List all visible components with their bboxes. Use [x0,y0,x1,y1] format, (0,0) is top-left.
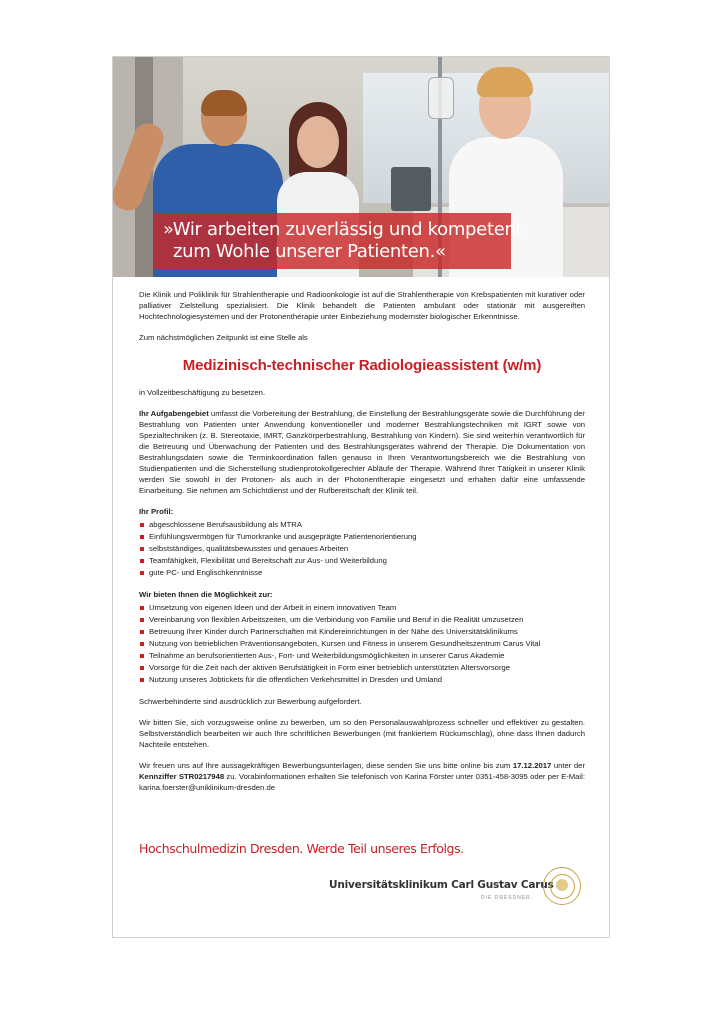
list-item: Teamfähigkeit, Flexibilität und Bereitschaft zur Aus- und Weiterbildung [139,555,585,567]
hero-quote-banner [153,213,523,269]
list-item: gute PC- und Englischkenntnisse [139,567,585,579]
slogan: Hochschulmedizin Dresden. Werde Teil unseres Erfolgs. [139,841,464,856]
list-item: abgeschlossene Berufsausbildung als MTRA [139,519,585,531]
banner-line-1: »Wir arbeiten zuverlässig und kompetent [163,219,523,240]
closing-part-1: Wir freuen uns auf Ihre aussagekräftigen Bewerbungsunterlagen, diese senden Sie uns bitte online bis zum [139,761,513,770]
list-item: Nutzung unseres Jobtickets für die öffentlichen Verkehrsmittel in Dresden und Umland [139,674,585,686]
disability-note: Schwerbehinderte sind ausdrücklich zur Bewerbung aufgefordert. [139,697,362,706]
list-item: Nutzung von betrieblichen Präventionsangeboten, Kursen und Fitness in unserem Gesundheitszentrum Carus Vital [139,638,585,650]
reference-number: Kennziffer STR0217948 [139,772,225,781]
profile-list [139,519,585,579]
job-title: Medizinisch-technischer Radiologieassistent (w/m) [182,357,542,374]
closing-paragraph [139,760,585,793]
list-item: Vorsorge für die Zeit nach der aktiven Berufstätigkeit in Form einer betrieblich unterstützten Altersvorsorge [139,662,585,674]
job-ad-sheet [112,56,610,938]
list-item: Einfühlungsvermögen für Tumorkranke und ausgeprägte Patientenorientierung [139,531,585,543]
tasks-text: umfasst die Vorbereitung der Bestrahlung, die Einstellung der Bestrahlungsgeräte sowie die Durchführung der Bestrahlung von Patienten unter Anwendung konventioneller und moderner Bestrahlungstechniken mit IGRT sowie von Spezialtechniken (z. B. Stereotaxie, IMRT, Ganzkörperbestrahlung, Bestrahlung von Kindern). Sie sind weiterhin verantwortlich für die Betreuung und Überwachung der Patienten und des Bestrahlungsgerätes während der Therapie. Die Dokumentation von Bestrahlungsdaten sowie die Terminkoordination fallen genauso in Ihren Verantwortungsbereich wie die Bestrahlung von Studienpatienten und die Sicherstellung studienprotokollgerechter Abläufe der Therapie. Während Ihrer Tätigkeit in unserer Klinik werden Sie sowohl in der Protonen- als auch in der Photonentherapie eingesetzt und erhalten dafür eine umfassende Einarbeitung. Sie nehmen am Schichtdienst und der Rufbereitschaft der Klinik teil. [139,409,585,495]
list-item: Umsetzung von eigenen Ideen und der Arbeit in einem innovativen Team [139,602,585,614]
profile-title: Ihr Profil: [139,507,174,516]
closing-part-3: zu. Vorabinformationen erhalten Sie telefonisch von Karina Förster unter 0351-458-3095 oder per E-Mail: karina.foerster@uniklinikum-dresden.de [139,772,585,792]
brand-tagline: DIE DRESDNER. [481,895,534,901]
tasks-paragraph [139,408,585,496]
lead-text: Zum nächstmöglichen Zeitpunkt ist eine Stelle als [139,333,308,342]
tasks-label: Ihr Aufgabengebiet [139,409,209,418]
closing-part-2: unter der [551,761,586,770]
banner-line-2: zum Wohle unserer Patienten.« [173,241,446,262]
deadline-date: 17.12.2017 [512,761,552,770]
university-seal-icon [543,867,581,905]
hero-photo [113,57,609,277]
list-item: Betreuung Ihrer Kinder durch Partnerschaften mit Kindereinrichtungen in der Nähe des Universitätsklinikums [139,626,585,638]
list-item: Teilnahme an berufsorientierten Aus-, Fort- und Weiterbildungsmöglichkeiten in unserer Carus Akademie [139,650,585,662]
ad-content [139,289,585,803]
employment-text: in Vollzeitbeschäftigung zu besetzen. [139,388,266,397]
apply-online-paragraph: Wir bitten Sie, sich vorzugsweise online zu bewerben, um so den Personalauswahlprozess schneller und effektiver zu gestalten. Selbstverständlich bearbeiten wir auch Ihre schriftlichen Bewerbungen (mit frankiertem Rückumschlag), ohne dass Ihnen dadurch Nachteile entstehen. [139,718,585,749]
list-item: selbstständiges, qualitätsbewusstes und genaues Arbeiten [139,543,585,555]
intro-paragraph: Die Klinik und Poliklinik für Strahlentherapie und Radioonkologie ist auf die Strahlentherapie von Krebspatienten mit kurativer oder palliativer Zielstellung spezialisiert. Die Klinik behandelt die Patienten ambulant oder stationär mit ausgereiften Hochtechnologiesystemen und der Protonentherapie unter Einbeziehung modernster biologischer Erkenntnisse. [139,290,585,321]
brand-name: Universitätsklinikum Carl Gustav Carus [329,879,554,891]
infusion-pump [391,167,431,211]
offer-list [139,602,585,686]
list-item: Vereinbarung von flexiblen Arbeitszeiten, um die Verbindung von Familie und Beruf in die Realität umzusetzen [139,614,585,626]
offer-title: Wir bieten Ihnen die Möglichkeit zur: [139,590,273,599]
